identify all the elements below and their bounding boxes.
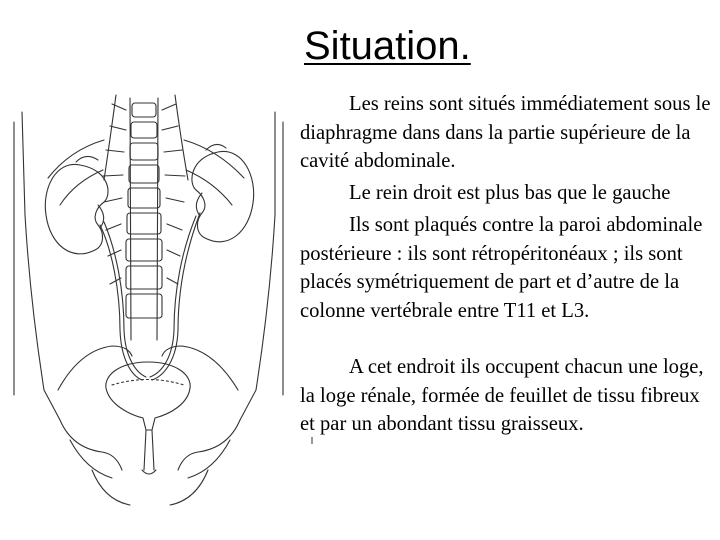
torso-outline	[14, 95, 283, 420]
left-adrenal	[206, 144, 226, 150]
slide-body	[300, 90, 718, 439]
paragraph-retroperitoneal: Ils sont plaqués contre la paroi abdominale postérieure : ils sont rétropéritonéaux ; ils sont placés symétriquement de part et d’autre de la colonne vertébrale entre T11 et L3.	[300, 214, 703, 322]
paragraph-renal-compartment: A cet endroit ils occupent chacun une loge, la loge rénale, formée de feuillet de tissu fibreux et par un abondant tissu graisseux.	[300, 356, 704, 435]
ureters	[100, 213, 200, 380]
ribs	[48, 140, 244, 205]
urinary-system-illustration	[0, 88, 300, 540]
slide-title: Situation.	[304, 24, 471, 68]
spine	[103, 98, 185, 340]
right-adrenal	[76, 156, 98, 162]
left-kidney	[192, 151, 254, 241]
pelvis	[58, 346, 240, 505]
paragraph-right-kidney: Le rein droit est plus bas que le gauche	[349, 182, 671, 204]
paragraph-location: Les reins sont situés immédiatement sous le diaphragme dans dans la partie supérieure de la cavité abdominale.	[300, 93, 711, 172]
bladder	[106, 362, 190, 474]
right-kidney	[45, 164, 108, 253]
